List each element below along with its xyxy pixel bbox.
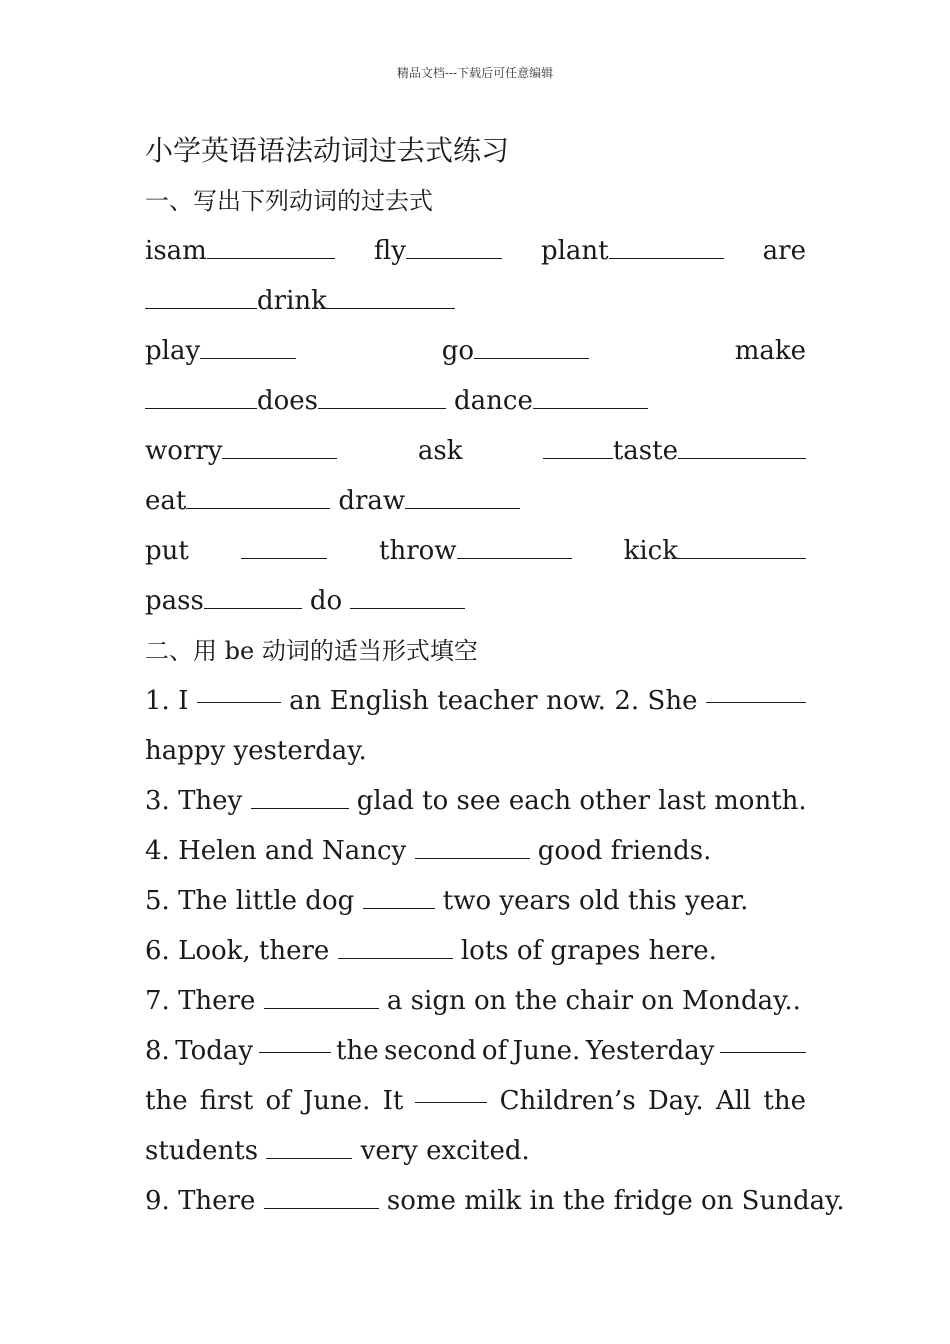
verb-row bbox=[145, 526, 806, 576]
verb-item: make bbox=[734, 336, 806, 366]
worksheet bbox=[145, 126, 845, 1226]
verb-row: does dance bbox=[145, 376, 806, 426]
answer-blank[interactable] bbox=[678, 432, 806, 459]
answer-blank[interactable] bbox=[350, 582, 465, 609]
verb-item: ask bbox=[417, 436, 463, 466]
answer-blank[interactable] bbox=[222, 432, 337, 459]
answer-blank[interactable] bbox=[327, 282, 455, 309]
verb-item bbox=[241, 526, 327, 576]
answer-blank[interactable] bbox=[406, 232, 502, 259]
answer-blank[interactable] bbox=[200, 332, 296, 359]
worksheet-title: 小学英语语法动词过去式练习 bbox=[145, 134, 510, 167]
answer-blank[interactable] bbox=[145, 382, 257, 409]
answer-blank[interactable] bbox=[264, 1182, 379, 1209]
verb-row: drink bbox=[145, 276, 806, 326]
sentence-line: 3. They glad to see each other last month. bbox=[145, 776, 806, 826]
verb-row bbox=[145, 426, 806, 476]
page-header: 精品文档---下载后可任意编辑 bbox=[396, 66, 554, 80]
answer-blank[interactable] bbox=[264, 982, 379, 1009]
answer-blank[interactable] bbox=[197, 676, 281, 703]
answer-blank[interactable] bbox=[706, 676, 806, 703]
verb-row: pass do bbox=[145, 576, 806, 626]
answer-blank[interactable] bbox=[457, 532, 572, 559]
sentence-line: the first of June. It Children’s Day. All the bbox=[145, 1076, 806, 1126]
answer-blank[interactable] bbox=[204, 582, 302, 609]
answer-blank[interactable] bbox=[474, 332, 589, 359]
answer-blank[interactable] bbox=[415, 832, 530, 859]
sentence-line: 8. Today the second of June. Yesterday bbox=[145, 1026, 806, 1076]
answer-blank[interactable] bbox=[720, 1026, 806, 1053]
answer-blank[interactable] bbox=[207, 232, 335, 259]
verb-item: throw bbox=[379, 526, 572, 576]
verb-item: play bbox=[145, 326, 296, 376]
answer-blank[interactable] bbox=[186, 482, 330, 509]
sentence-line: happy yesterday. bbox=[145, 736, 367, 766]
answer-blank[interactable] bbox=[415, 1076, 487, 1103]
answer-blank[interactable] bbox=[678, 532, 806, 559]
answer-blank[interactable] bbox=[338, 932, 453, 959]
answer-blank[interactable] bbox=[405, 482, 520, 509]
verb-item: taste bbox=[543, 426, 806, 476]
sentence-line: 4. Helen and Nancy good friends. bbox=[145, 826, 806, 876]
answer-blank[interactable] bbox=[363, 882, 435, 909]
sentence-line: 1. I an English teacher now. 2. She bbox=[145, 676, 806, 726]
sentence-line: 5. The little dog two years old this year. bbox=[145, 876, 806, 926]
verb-row bbox=[145, 226, 806, 276]
verb-row bbox=[145, 326, 806, 376]
answer-blank[interactable] bbox=[609, 232, 724, 259]
sentence-line: 7. There a sign on the chair on Monday.. bbox=[145, 976, 806, 1026]
answer-blank[interactable] bbox=[543, 432, 613, 459]
verb-item: isam bbox=[145, 226, 335, 276]
verb-row: eat draw bbox=[145, 476, 806, 526]
answer-blank[interactable] bbox=[145, 282, 257, 309]
verb-item: go bbox=[442, 326, 589, 376]
sentence-line: 6. Look, there lots of grapes here. bbox=[145, 926, 806, 976]
sentence-line: 9. There some milk in the fridge on Sunday. bbox=[145, 1176, 806, 1226]
answer-blank[interactable] bbox=[318, 382, 446, 409]
section-2-heading: 二、用 be 动词的适当形式填空 bbox=[145, 637, 478, 665]
verb-item: worry bbox=[145, 426, 337, 476]
answer-blank[interactable] bbox=[266, 1132, 352, 1159]
verb-item: are bbox=[762, 236, 806, 266]
section-1-heading: 一、写出下列动词的过去式 bbox=[145, 187, 433, 215]
verb-item: kick bbox=[624, 526, 806, 576]
verb-item: plant bbox=[541, 226, 724, 276]
verb-item: fly bbox=[374, 226, 502, 276]
sentence-line: students very excited. bbox=[145, 1126, 806, 1176]
answer-blank[interactable] bbox=[533, 382, 648, 409]
verb-item: put bbox=[145, 536, 189, 566]
answer-blank[interactable] bbox=[241, 532, 327, 559]
answer-blank[interactable] bbox=[259, 1026, 331, 1053]
answer-blank[interactable] bbox=[251, 782, 349, 809]
